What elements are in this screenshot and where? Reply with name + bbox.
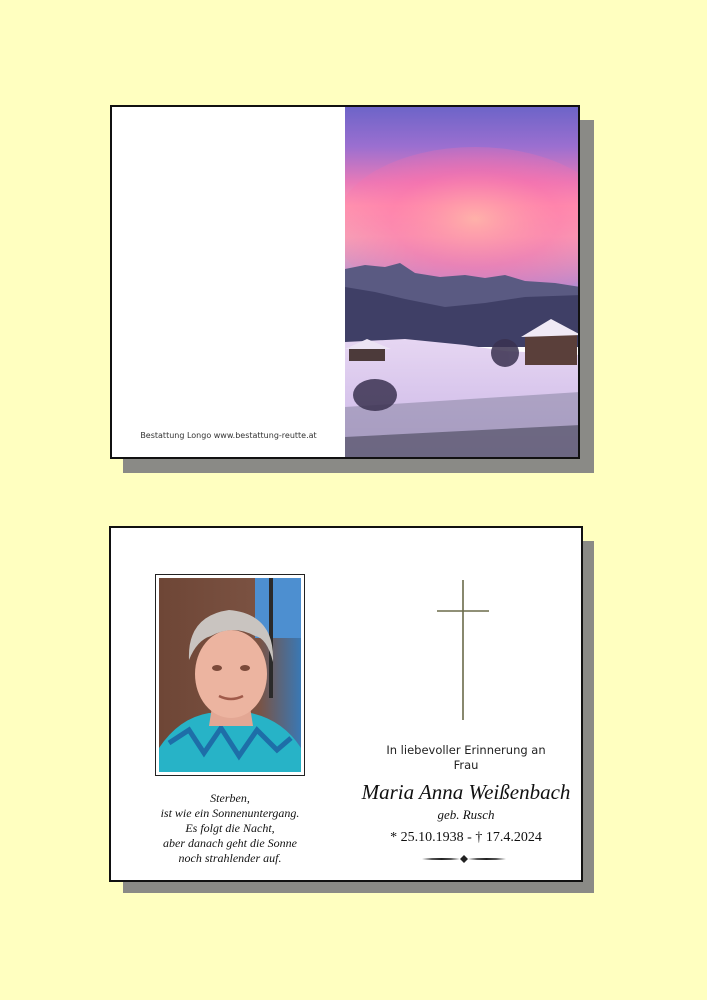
deceased-name: Maria Anna Weißenbach	[361, 780, 571, 804]
funeral-home-footer: Bestattung Longo www.bestattung-reutte.at	[140, 431, 317, 440]
memorial-poem	[111, 791, 349, 866]
cover-card	[110, 105, 580, 459]
intro-line: In liebevoller Erinnerung an	[386, 743, 546, 757]
intro-text	[356, 743, 576, 773]
sunset-landscape-photo	[345, 107, 580, 459]
poem-line: noch strahlender auf.	[178, 851, 282, 865]
intro-line: Frau	[453, 758, 479, 772]
memorial-card	[109, 526, 583, 882]
portrait-frame	[155, 574, 305, 776]
poem-line: Es folgt die Nacht,	[185, 821, 275, 835]
ornament-divider-icon	[422, 854, 506, 864]
poem-line: ist wie ein Sonnenuntergang.	[160, 806, 300, 820]
life-dates: * 25.10.1938 - † 17.4.2024	[390, 830, 542, 845]
poem-line: aber danach geht die Sonne	[163, 836, 297, 850]
maiden-name: geb. Rusch	[437, 807, 495, 822]
portrait-photo	[159, 578, 301, 772]
cross-icon	[435, 578, 491, 722]
poem-line: Sterben,	[210, 791, 250, 805]
cover-blank-panel	[112, 107, 345, 457]
